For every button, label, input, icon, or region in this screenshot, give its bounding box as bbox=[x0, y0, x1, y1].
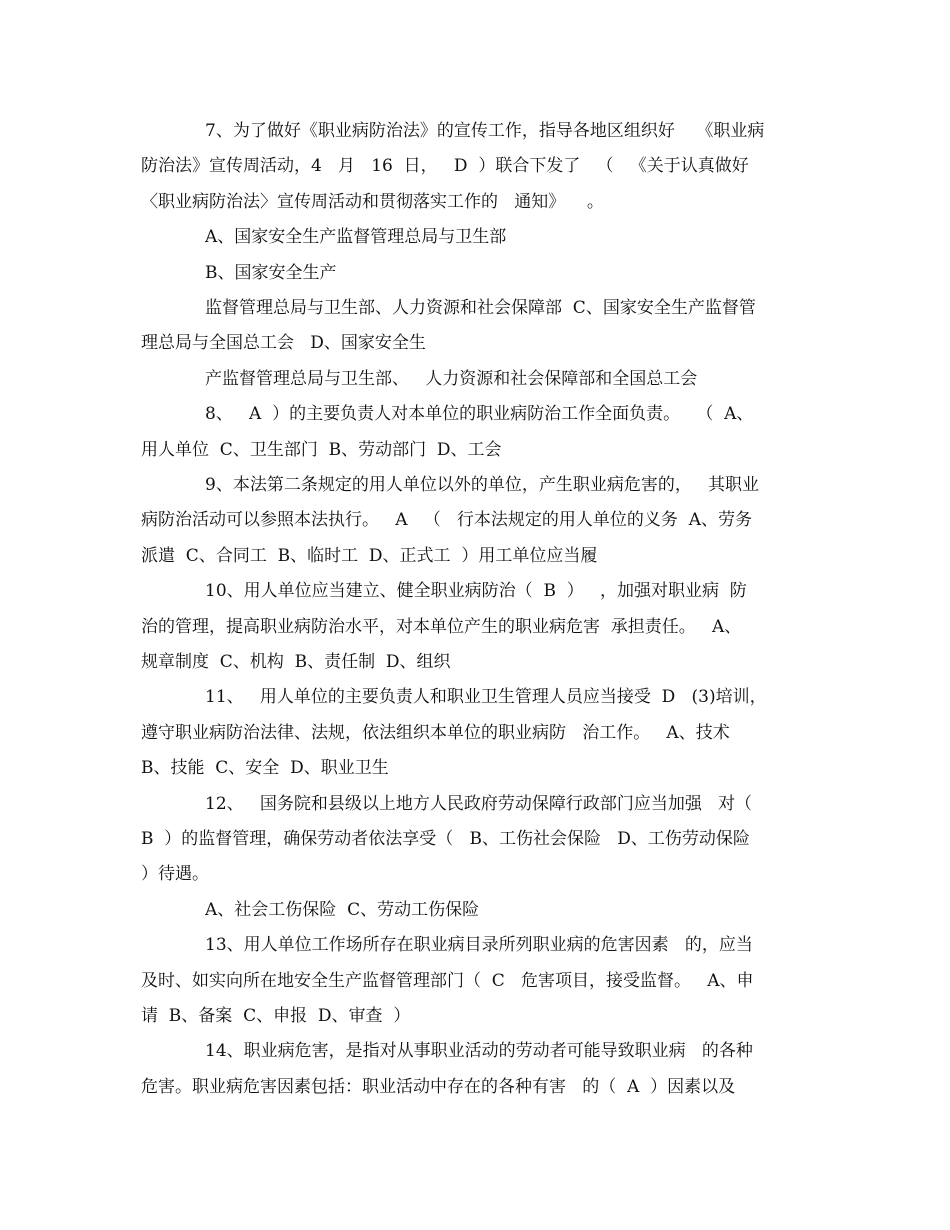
text-line: 产监督管理总局与卫生部、 人力资源和社会保障部和全国总工会 bbox=[205, 369, 698, 389]
text-line: ）待遇。 bbox=[141, 864, 209, 884]
text-line: 请 B、备案 C、申报 D、审查 ） bbox=[141, 1006, 411, 1026]
text-line: B ）的监督管理，确保劳动者依法享受（ B、工伤社会保险 D、工伤劳动保险 bbox=[141, 829, 750, 849]
text-line: 派遣 C、合同工 B、临时工 D、正式工 ）用工单位应当履 bbox=[141, 546, 598, 566]
text-line: 8、 A ）的主要负责人对本单位的职业病防治工作全面负责。 （ A、 bbox=[205, 404, 754, 424]
text-line: 遵守职业病防治法律、法规，依法组织本单位的职业病防 治工作。 A、技术 bbox=[141, 723, 730, 743]
text-line: B、国家安全生产 bbox=[205, 263, 337, 283]
text-line: 7、为了做好《职业病防治法》的宣传工作，指导各地区组织好 《职业病 bbox=[205, 121, 765, 141]
text-line: 规章制度 C、机构 B、责任制 D、组织 bbox=[141, 652, 451, 672]
text-line: 理总局与全国总工会 D、国家安全生 bbox=[141, 333, 426, 353]
text-line: 13、用人单位工作场所存在职业病目录所列职业病的危害因素 的，应当 bbox=[205, 935, 753, 955]
text-line: 〈职业病防治法〉宣传周活动和贯彻落实工作的 通知》 。 bbox=[141, 192, 604, 212]
text-line: 病防治活动可以参照本法执行。 A （ 行本法规定的用人单位的义务 A、劳务 bbox=[141, 510, 752, 530]
text-line: A、国家安全生产监督管理总局与卫生部 bbox=[205, 227, 507, 247]
text-line: 防治法》宣传周活动，4 月 16 日， D ）联合下发了 （ 《关于认真做好 bbox=[141, 156, 749, 176]
text-line: 10、用人单位应当建立、健全职业病防治（ B ） ，加强对职业病 防 bbox=[205, 581, 747, 601]
text-line: 监督管理总局与卫生部、人力资源和社会保障部 C、国家安全生产监督管 bbox=[205, 298, 756, 318]
text-line: 12、 国务院和县级以上地方人民政府劳动保障行政部门应当加强 对（ bbox=[205, 794, 753, 814]
text-line: 及时、如实向所在地安全生产监督管理部门（ C 危害项目，接受监督。 A、申 bbox=[141, 971, 754, 991]
text-line: 11、 用人单位的主要负责人和职业卫生管理人员应当接受 D (3)培训， bbox=[205, 687, 767, 707]
text-line: 14、职业病危害，是指对从事职业活动的劳动者可能导致职业病 的各种 bbox=[205, 1041, 753, 1061]
text-line: A、社会工伤保险 C、劳动工伤保险 bbox=[205, 900, 480, 920]
text-line: 用人单位 C、卫生部门 B、劳动部门 D、工会 bbox=[141, 440, 502, 460]
text-line: B、技能 C、安全 D、职业卫生 bbox=[141, 758, 389, 778]
text-line: 治的管理，提高职业病防治水平，对本单位产生的职业病危害 承担责任。 A、 bbox=[141, 617, 742, 637]
text-line: 危害。职业病危害因素包括：职业活动中存在的各种有害 的（ A ）因素以及 bbox=[141, 1077, 736, 1097]
text-line: 9、本法第二条规定的用人单位以外的单位，产生职业病危害的， 其职业 bbox=[205, 475, 760, 495]
